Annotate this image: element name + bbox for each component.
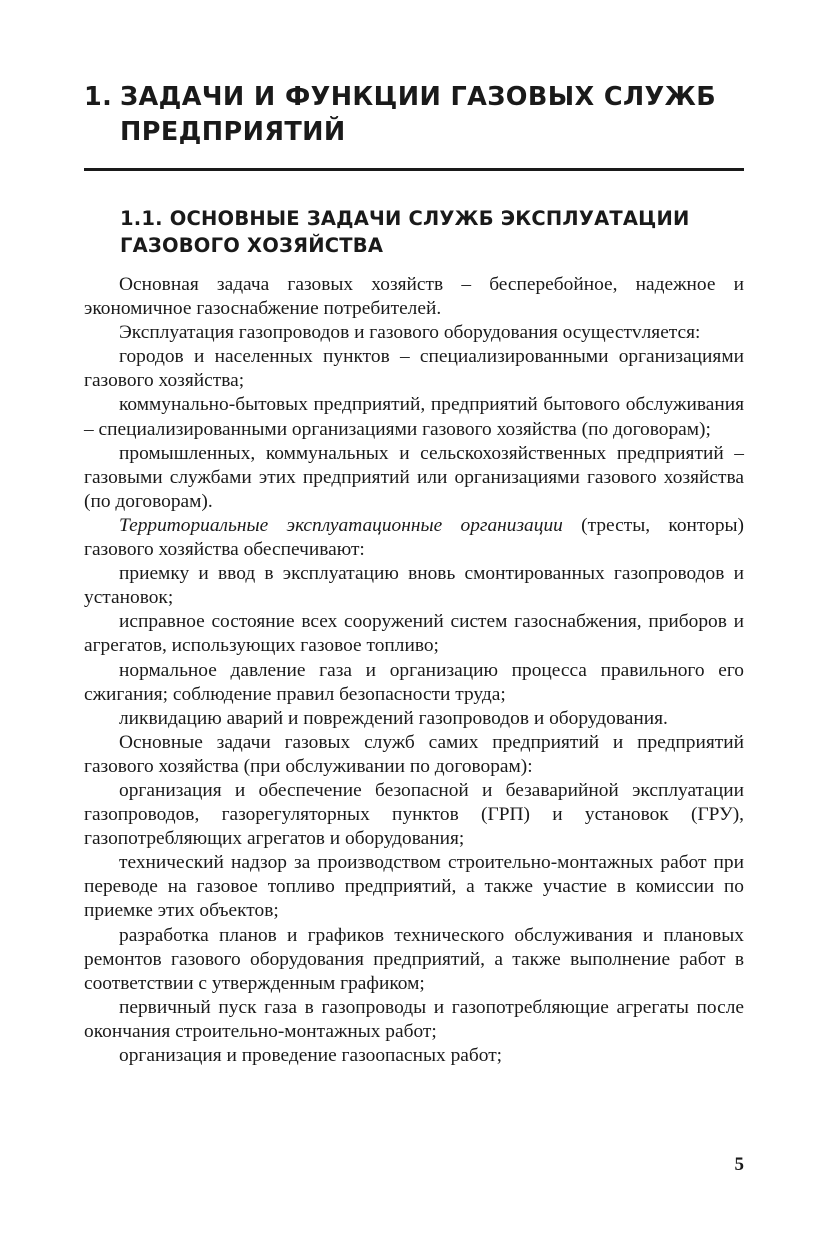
- page-number: 5: [734, 1154, 744, 1175]
- italic-term: Территориальные эксплуатационные организации: [119, 514, 563, 536]
- paragraph: Основная задача газовых хозяйств – бесперебойное, надежное и экономичное газоснабжение потребителей.: [84, 274, 744, 320]
- section-title-line2: ГАЗОВОГО ХОЗЯЙСТВА: [120, 234, 384, 257]
- paragraph: технический надзор за производством строительно-монтажных работ при переводе на газовое топливо предприятий, а также участие в комиссии по приемке этих объектов;: [84, 852, 744, 922]
- body-text: [84, 273, 744, 1068]
- chapter-number: 1.: [84, 82, 113, 112]
- paragraph: приемку и ввод в эксплуатацию вновь смонтированных газопроводов и установок;: [84, 563, 744, 609]
- paragraph-territorial: [84, 514, 744, 562]
- section-title-line1: 1.1. ОСНОВНЫЕ ЗАДАЧИ СЛУЖБ ЭКСПЛУАТАЦИИ: [120, 207, 690, 230]
- chapter-title-line1: ЗАДАЧИ И ФУНКЦИИ ГАЗОВЫХ СЛУЖБ: [120, 82, 717, 112]
- paragraph: исправное состояние всех сооружений систем газоснабжения, приборов и агрегатов, использующих газовое топливо;: [84, 611, 744, 657]
- paragraph: первичный пуск газа в газопроводы и газопотребляющие агрегаты после окончания строительно-монтажных работ;: [84, 996, 744, 1042]
- chapter-title-line2: ПРЕДПРИЯТИЙ: [120, 117, 346, 147]
- paragraph: нормальное давление газа и организацию процесса правильного его сжигания; соблюдение правил безопасности труда;: [84, 659, 744, 705]
- paragraph: организация и проведение газоопасных работ;: [119, 1045, 503, 1066]
- chapter-title: [84, 80, 744, 150]
- paragraph: организация и обеспечение безопасной и безаварийной эксплуатации газопроводов, газорегуляторных пунктов (ГРП) и установок (ГРУ), газопотребляющих агрегатов и оборудования;: [84, 779, 744, 850]
- paragraph: ликвидацию аварий и повреждений газопроводов и оборудования.: [119, 707, 668, 729]
- paragraph-continuation: (тресты, конторы) газового хозяйства обеспечивают:: [84, 514, 744, 561]
- paragraph: Эксплуатация газопроводов и газового оборудования осущестvляется:: [119, 322, 701, 344]
- document-page: [84, 0, 744, 1241]
- paragraph: коммунально-бытовых предприятий, предприятий бытового обслуживания – специализированными организациями газового хозяйства (по договорам);: [84, 394, 744, 440]
- section-title: [120, 205, 744, 259]
- paragraph: промышленных, коммунальных и сельскохозяйственных предприятий – газовыми службами этих предприятий или организациями газового хозяйства (по договорам).: [84, 442, 744, 512]
- paragraph: Основные задачи газовых служб самих предприятий и предприятий газового хозяйства (при обслуживании по договорам):: [84, 731, 744, 777]
- chapter-divider: [84, 168, 744, 171]
- paragraph: городов и населенных пунктов – специализированными организациями газового хозяйства;: [84, 346, 744, 392]
- paragraph: разработка планов и графиков технического обслуживания и плановых ремонтов газового оборудования предприятий, а также выполнение работ в соответствии с утвержденным графиком;: [84, 924, 744, 994]
